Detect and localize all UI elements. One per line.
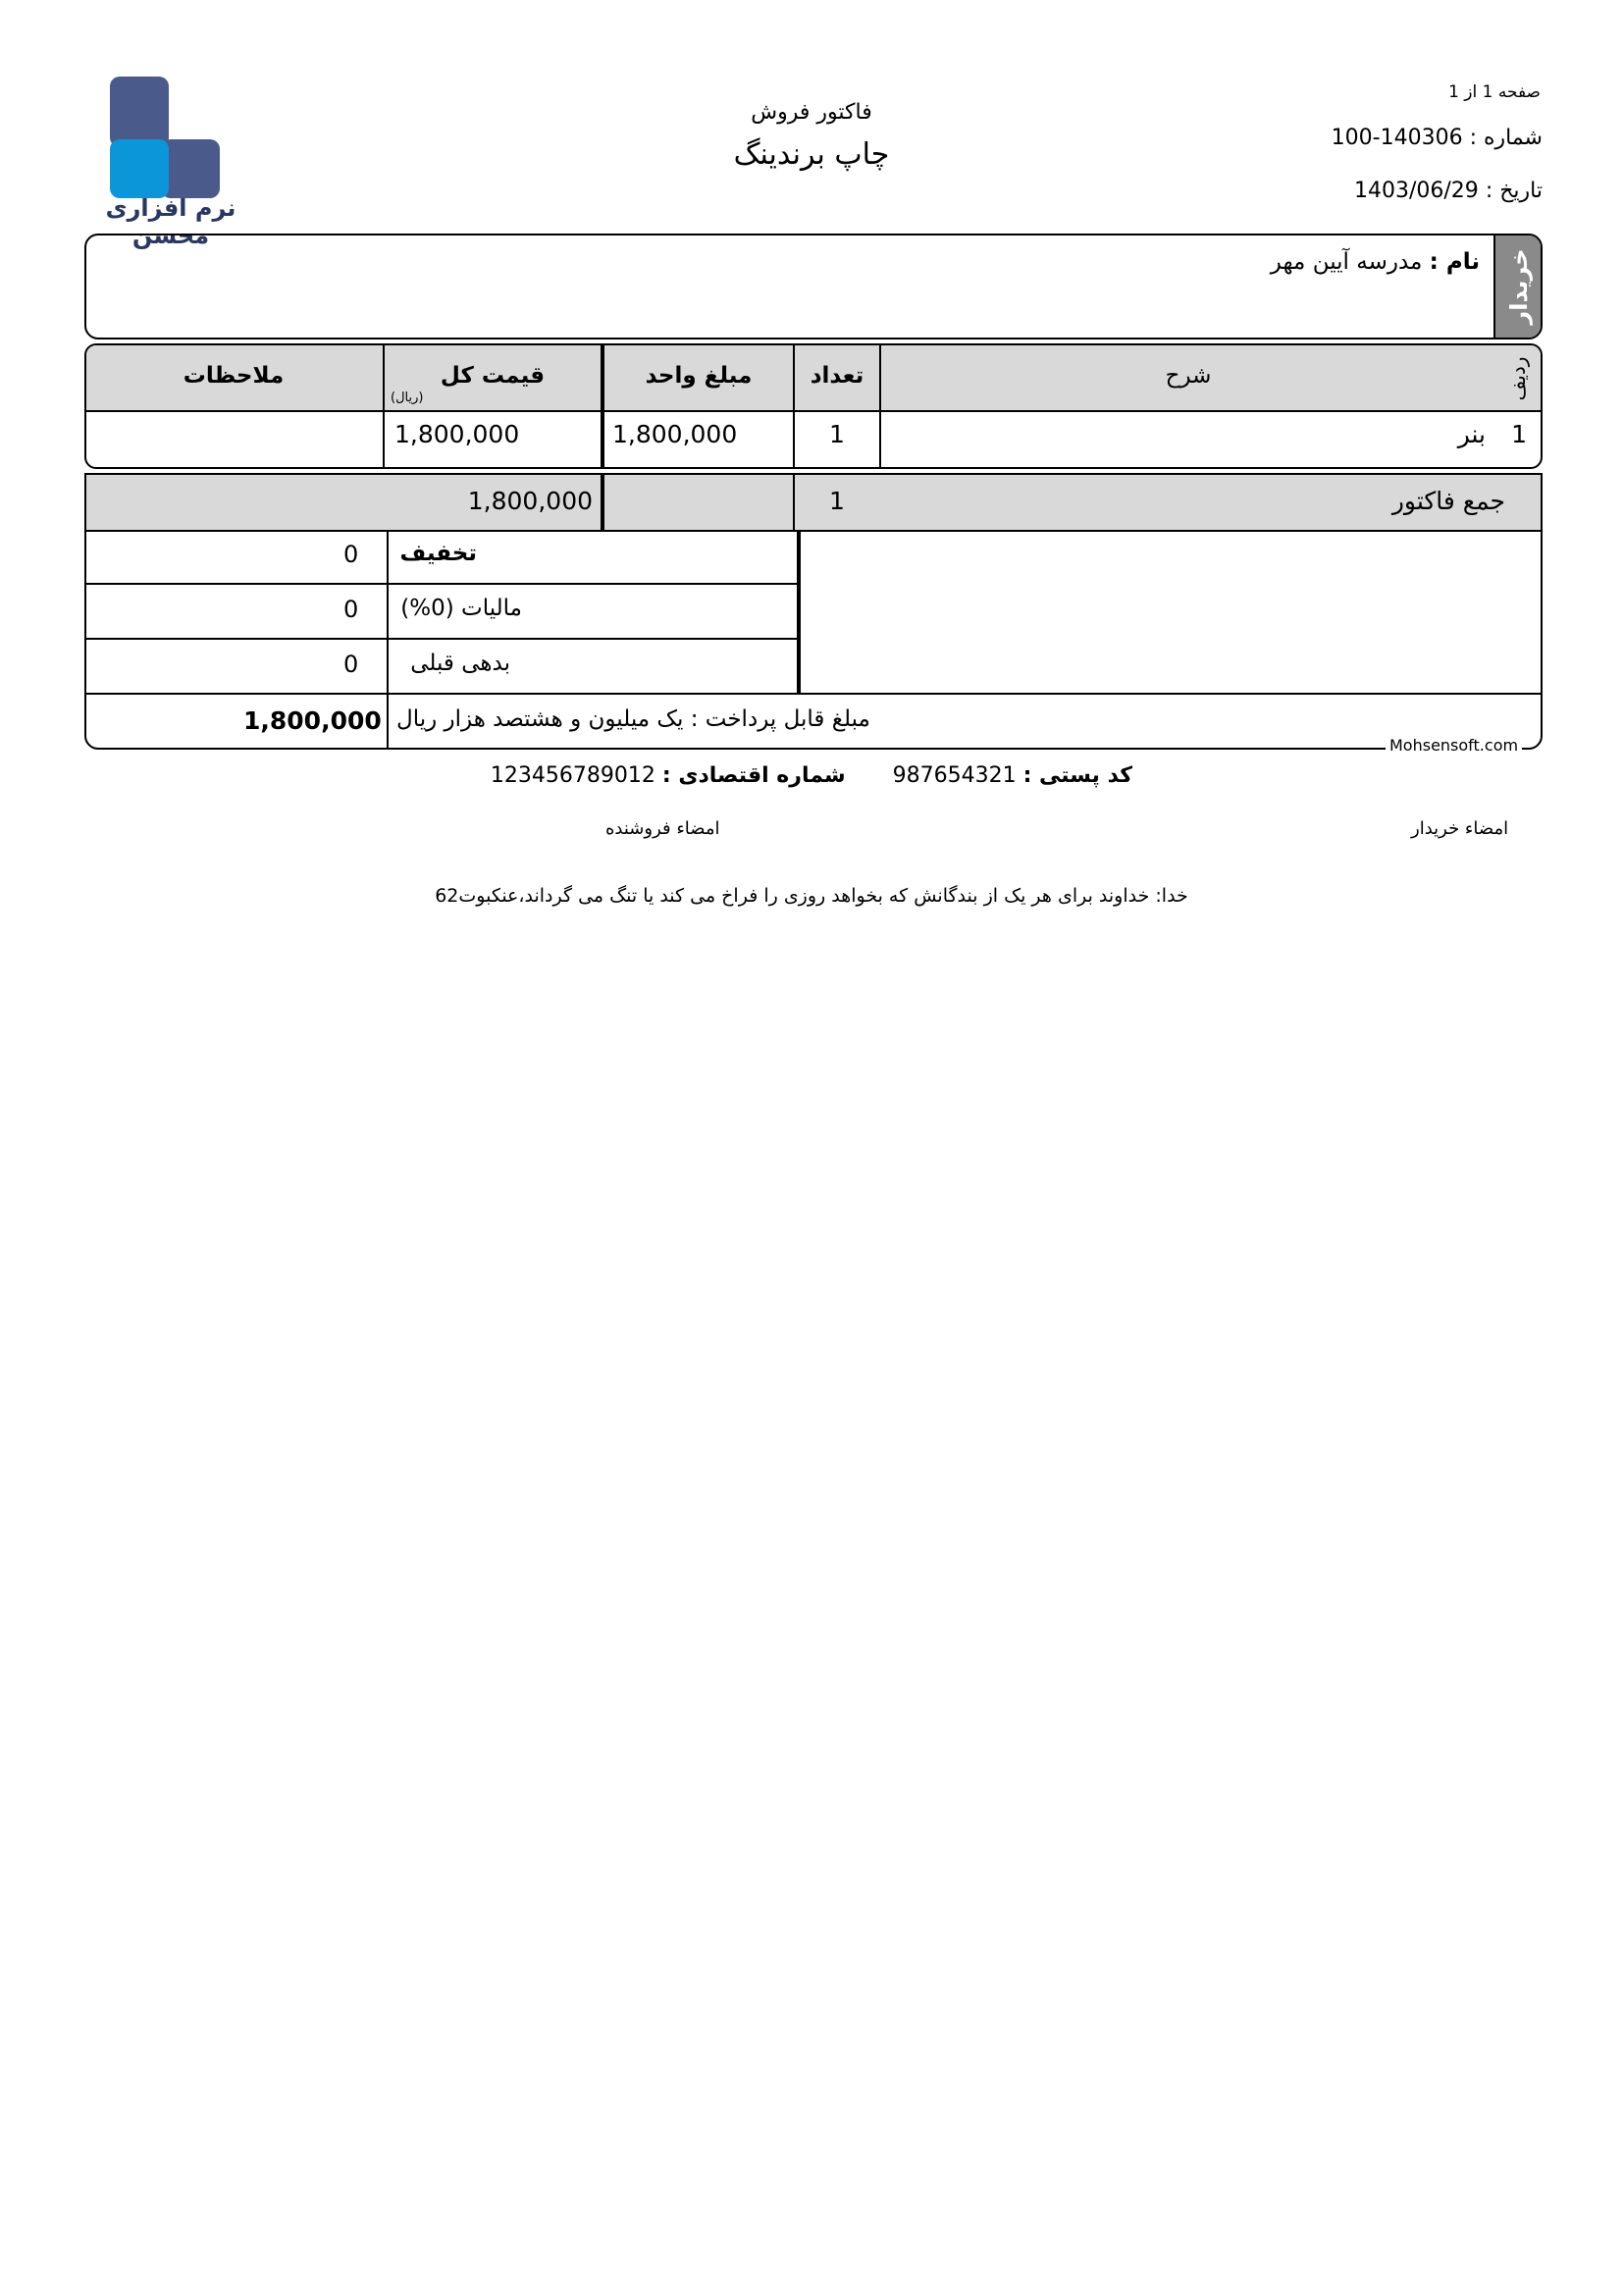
document-type-title: فاکتور فروش	[751, 100, 872, 125]
payable-row	[86, 693, 1541, 750]
header-notes: ملاحظات	[84, 345, 383, 410]
postal-economic-line	[0, 763, 1623, 788]
table-header-row	[86, 345, 1541, 412]
totals-section	[84, 473, 1543, 750]
items-table	[84, 343, 1543, 469]
invoice-date	[1354, 179, 1543, 203]
invoice-sum-total: 1,800,000	[84, 475, 601, 530]
postal-code-label: کد پستی :	[1022, 763, 1133, 788]
table-row	[86, 410, 1541, 467]
cell-notes	[84, 410, 383, 467]
cell-total-price: 1,800,000	[383, 410, 601, 467]
buyer-signature-label: امضاء خریدار	[1411, 818, 1509, 839]
invoice-sum-qty: 1	[793, 475, 879, 530]
header-description: شرح	[879, 345, 1495, 410]
logo-block-top	[110, 77, 169, 147]
cell-unit-price: 1,800,000	[601, 410, 793, 467]
postal-code-value: 987654321	[892, 763, 1017, 788]
payable-value: 1,800,000	[243, 706, 382, 735]
company-logo	[82, 77, 259, 249]
invoice-sum-row	[86, 475, 1541, 532]
invoice-number-label: شماره :	[1469, 126, 1543, 150]
economic-number-value: 123456789012	[490, 763, 655, 788]
seller-signature-label: امضاء فروشنده	[605, 818, 720, 839]
footer-quote: خدا: خداوند برای هر یک از بندگانش که بخواهد روزی را فراخ می کند یا تنگ می گرداند،عنکبوت62	[435, 885, 1188, 907]
payable-text: مبلغ قابل پرداخت : یک میلیون و هشتصد هزار ریال	[396, 706, 870, 732]
logo-block-blue	[110, 139, 169, 198]
header-total-price: قیمت کل (ریال)	[383, 345, 601, 410]
invoice-number-value: 100-140306	[1331, 126, 1463, 150]
invoice-date-value: 1403/06/29	[1354, 179, 1479, 203]
footer-brand: Mohsensoft.com	[1386, 736, 1522, 755]
cell-row-number: 1	[1511, 420, 1527, 448]
invoice-number	[1332, 126, 1543, 150]
buyer-section	[84, 234, 1543, 339]
invoice-sum-empty	[601, 475, 793, 530]
discount-row: تخفیف 0	[86, 530, 797, 585]
tax-row: مالیات (0%) 0	[86, 585, 797, 640]
header-row-number: ردیف	[1506, 356, 1530, 401]
logo-text: نرم افزاری محسن	[105, 194, 236, 249]
cell-description: بنر	[879, 410, 1495, 467]
buyer-name-value: مدرسه آیین مهر	[1270, 249, 1423, 275]
header-quantity: تعداد	[793, 345, 879, 410]
buyer-label-column	[1493, 235, 1541, 338]
adjustments-block	[86, 530, 801, 693]
previous-debt-row: بدهی قبلی 0	[86, 640, 797, 693]
page-number: صفحه 1 از 1	[1448, 82, 1541, 102]
header-total-unit: (ریال)	[391, 391, 424, 405]
buyer-name	[1271, 249, 1480, 275]
header-unit-price: مبلغ واحد	[601, 345, 793, 410]
economic-number-label: شماره اقتصادی :	[661, 763, 846, 788]
buyer-name-label: نام :	[1429, 249, 1480, 275]
invoice-date-label: تاریخ :	[1485, 179, 1543, 203]
buyer-section-label: خریدار	[1505, 248, 1533, 325]
logo-block-right	[161, 139, 220, 198]
cell-quantity: 1	[793, 410, 879, 467]
company-name: چاپ برندینگ	[733, 137, 890, 172]
invoice-sum-label: جمع فاکتور	[1391, 487, 1505, 515]
